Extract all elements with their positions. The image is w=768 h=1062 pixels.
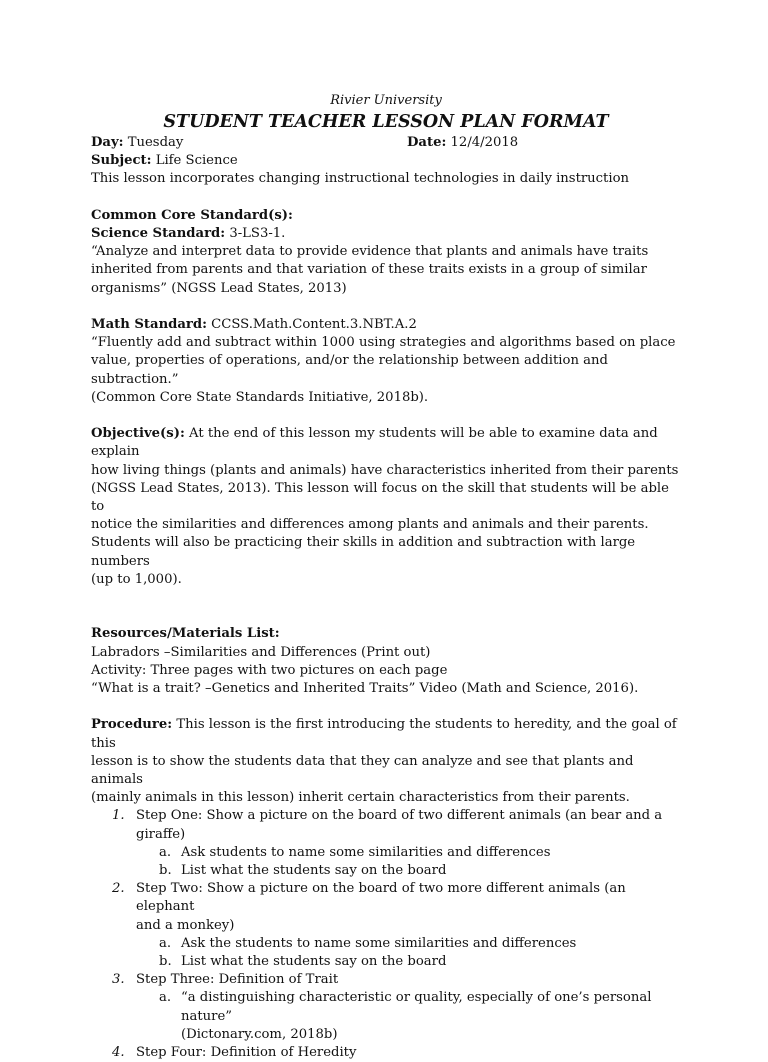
science-standard-label: Science Standard: (91, 225, 226, 241)
step-substeps (136, 844, 681, 880)
date-label: Date: (407, 135, 447, 150)
substep (91, 844, 681, 862)
step-text-line: Step Two: Show a picture on the board of two more different animals (an elephant (136, 881, 626, 915)
step-text-line: giraffe) (136, 826, 186, 842)
science-standard (91, 225, 681, 243)
step-number: 1. (112, 808, 125, 824)
step-substeps (136, 989, 681, 1044)
science-standard-code: 3-LS3-1. (229, 225, 286, 241)
substep (91, 953, 681, 971)
math-standard-label: Math Standard: (91, 316, 207, 332)
math-standard-text-line: “Fluently add and subtract within 1000 using strategies and algorithms based on place (91, 335, 676, 351)
day-value: Tuesday (127, 135, 184, 150)
substep (91, 935, 681, 953)
university-name: Rivier University (330, 93, 442, 108)
procedure-line: lesson is to show the students data that they can analyze and see that plants and animals (91, 753, 634, 788)
step-text-line: Step Three: Definition of Trait (136, 972, 339, 988)
substep-text: Ask students to name some similarities and differences (181, 844, 551, 860)
date-value: 12/4/2018 (450, 135, 519, 150)
objective-line: how living things (plants and animals) have characteristics inherited from their parents (91, 462, 679, 478)
procedure-step (91, 971, 681, 1044)
objective-first-line: Objective(s): At the end of this lesson my students will be able to examine data and explain (91, 426, 658, 460)
substep-letter: a. (159, 844, 172, 860)
technology-note: This lesson incorporates changing instructional technologies in daily instruction (91, 171, 629, 187)
objective-line: notice the similarities and differences among plants and animals and their parents. (91, 517, 649, 533)
date-field (407, 134, 518, 152)
science-standard-text-line: organisms” (NGSS Lead States, 2013) (91, 280, 347, 296)
resource-item: Labradors –Similarities and Differences (Print out) (91, 644, 431, 660)
science-standard-text-line: inherited from parents and that variation of these traits exists in a group of similar (91, 262, 647, 278)
objective-line: (NGSS Lead States, 2013). This lesson will focus on the skill that students will be able to (91, 480, 669, 514)
step-number: 3. (112, 972, 125, 988)
step-number: 4. (112, 1045, 125, 1061)
day-field (91, 135, 183, 150)
procedure-step (91, 1044, 681, 1062)
step-number: 2. (112, 881, 125, 897)
substep-letter: b. (159, 863, 172, 879)
substep-letter: b. (159, 954, 172, 970)
objective-line: (up to 1,000). (91, 571, 182, 587)
math-standard (91, 316, 681, 334)
objective-label: Objective(s): (91, 426, 185, 442)
math-standard-code: CCSS.Math.Content.3.NBT.A.2 (211, 316, 417, 332)
step-text-line: Step One: Show a picture on the board of two different animals (an bear and a (136, 808, 663, 824)
substep-text: List what the students say on the board (181, 954, 447, 970)
substep-text: (Dictonary.com, 2018b) (181, 1026, 338, 1042)
substep-letter: a. (159, 935, 172, 951)
subject-field (91, 152, 681, 170)
substep (91, 862, 681, 880)
day-date-row (91, 134, 681, 152)
math-standard-text-line: (Common Core State Standards Initiative, 2018b). (91, 389, 429, 405)
procedure-step (91, 807, 681, 880)
substep (91, 989, 681, 1044)
step-text-line: and a monkey) (136, 917, 235, 933)
lesson-plan-content (91, 92, 681, 1062)
math-standard-text-line: value, properties of operations, and/or the relationship between addition and subtraction.” (91, 353, 608, 387)
substep-text: Ask the students to name some similarities and differences (181, 935, 577, 951)
subject-label: Subject: (91, 153, 152, 169)
substep-letter: a. (159, 990, 172, 1006)
procedure-line: (mainly animals in this lesson) inherit certain characteristics from their parents. (91, 790, 630, 806)
subject-value: Life Science (155, 153, 238, 169)
step-text-line: Step Four: Definition of Heredity (136, 1045, 357, 1061)
resources-heading: Resources/Materials List: (91, 626, 280, 642)
day-label: Day: (91, 135, 124, 150)
standards-heading: Common Core Standard(s): (91, 207, 293, 223)
substep-text: “a distinguishing characteristic or quality, especially of one’s personal nature” (181, 990, 652, 1024)
substep-text: List what the students say on the board (181, 863, 447, 879)
procedure-first-line: Procedure: This lesson is the first introducing the students to heredity, and the goal of this (91, 717, 677, 751)
document-title: STUDENT TEACHER LESSON PLAN FORMAT (163, 112, 609, 132)
procedure-label: Procedure: (91, 717, 173, 733)
resource-item: “What is a trait? –Genetics and Inherited Traits” Video (Math and Science, 2016). (91, 681, 639, 697)
procedure-step (91, 880, 681, 971)
science-standard-text-line: “Analyze and interpret data to provide evidence that plants and animals have traits (91, 244, 649, 260)
objective-line: Students will also be practicing their skills in addition and subtraction with large numbers (91, 535, 636, 569)
step-substeps (136, 935, 681, 971)
resource-item: Activity: Three pages with two pictures on each page (91, 662, 448, 678)
